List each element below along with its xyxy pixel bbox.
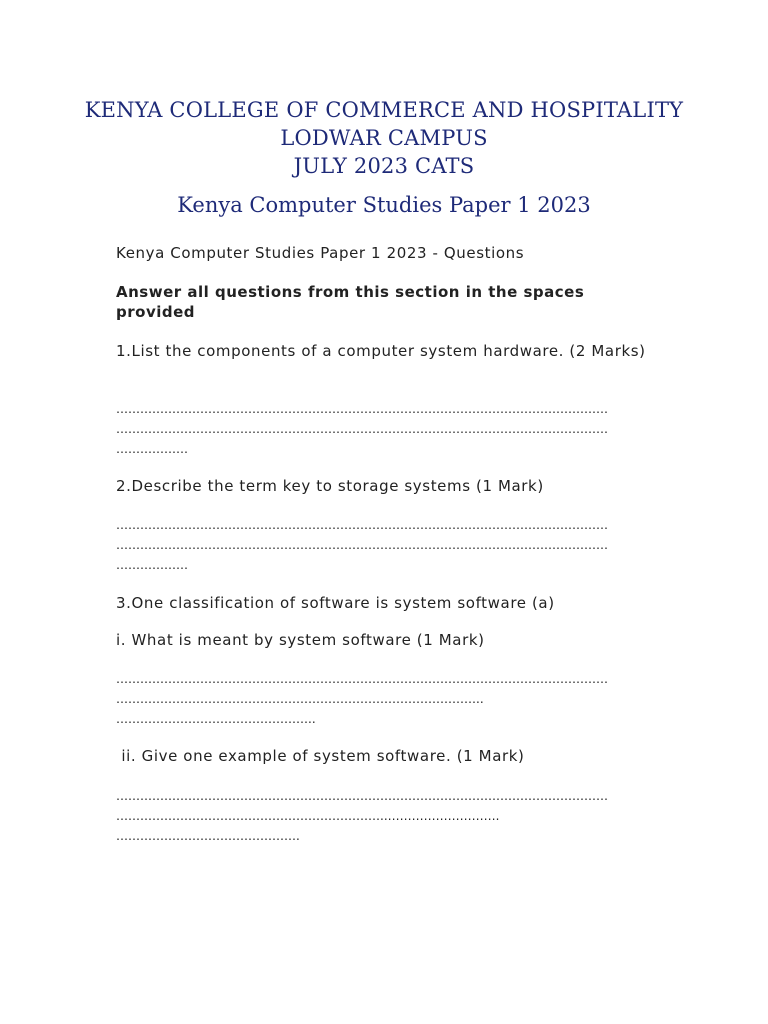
answer-line: …………………………………………………………………………………………………………… xyxy=(116,672,608,686)
answer-line: …………………………………………………………………………………………………………… xyxy=(116,789,608,803)
answer-space-3-ii xyxy=(116,786,656,846)
answer-line: ………………………………………. xyxy=(116,829,300,843)
answer-line: ……………… xyxy=(116,558,188,572)
paper-title: Kenya Computer Studies Paper 1 2023 xyxy=(177,193,591,217)
answer-line: ……………………………………………………………………………….. xyxy=(116,692,484,706)
answer-line: …………………………………………………………………………………………………………… xyxy=(116,422,608,436)
answer-line: …………………………………………………………………………………………………………… xyxy=(116,518,608,532)
question-2: 2.Describe the term key to storage systems (1 Mark) xyxy=(116,477,544,495)
question-3: 3.One classification of software is system software (a) xyxy=(116,594,555,612)
answer-space-2 xyxy=(116,515,656,575)
instructions: Answer all questions from this section in the spaces provided xyxy=(116,283,585,321)
section-title: Kenya Computer Studies Paper 1 2023 - Questions xyxy=(116,244,525,262)
answer-line: …………………………………………………………………………………………………………… xyxy=(116,402,608,416)
exam-session: JULY 2023 CATS xyxy=(293,154,475,178)
campus-name: LODWAR CAMPUS xyxy=(280,126,488,150)
answer-line: …………………………………………………………………………………………………………… xyxy=(116,538,608,552)
answer-space-1 xyxy=(116,399,656,459)
question-3-i: i. What is meant by system software (1 Mark) xyxy=(116,631,485,649)
answer-line: ………………………………………….. xyxy=(116,712,316,726)
college-name: KENYA COLLEGE OF COMMERCE AND HOSPITALITY xyxy=(84,98,684,122)
question-3-ii: ii. Give one example of system software. (1 Mark) xyxy=(116,747,525,765)
document-header xyxy=(0,96,768,180)
answer-space-3-i xyxy=(116,669,656,729)
answer-line: …………………………………………………………..………………………. xyxy=(116,809,500,823)
answer-line: ……………… xyxy=(116,442,188,456)
question-1: 1.List the components of a computer system hardware. (2 Marks) xyxy=(116,342,646,360)
